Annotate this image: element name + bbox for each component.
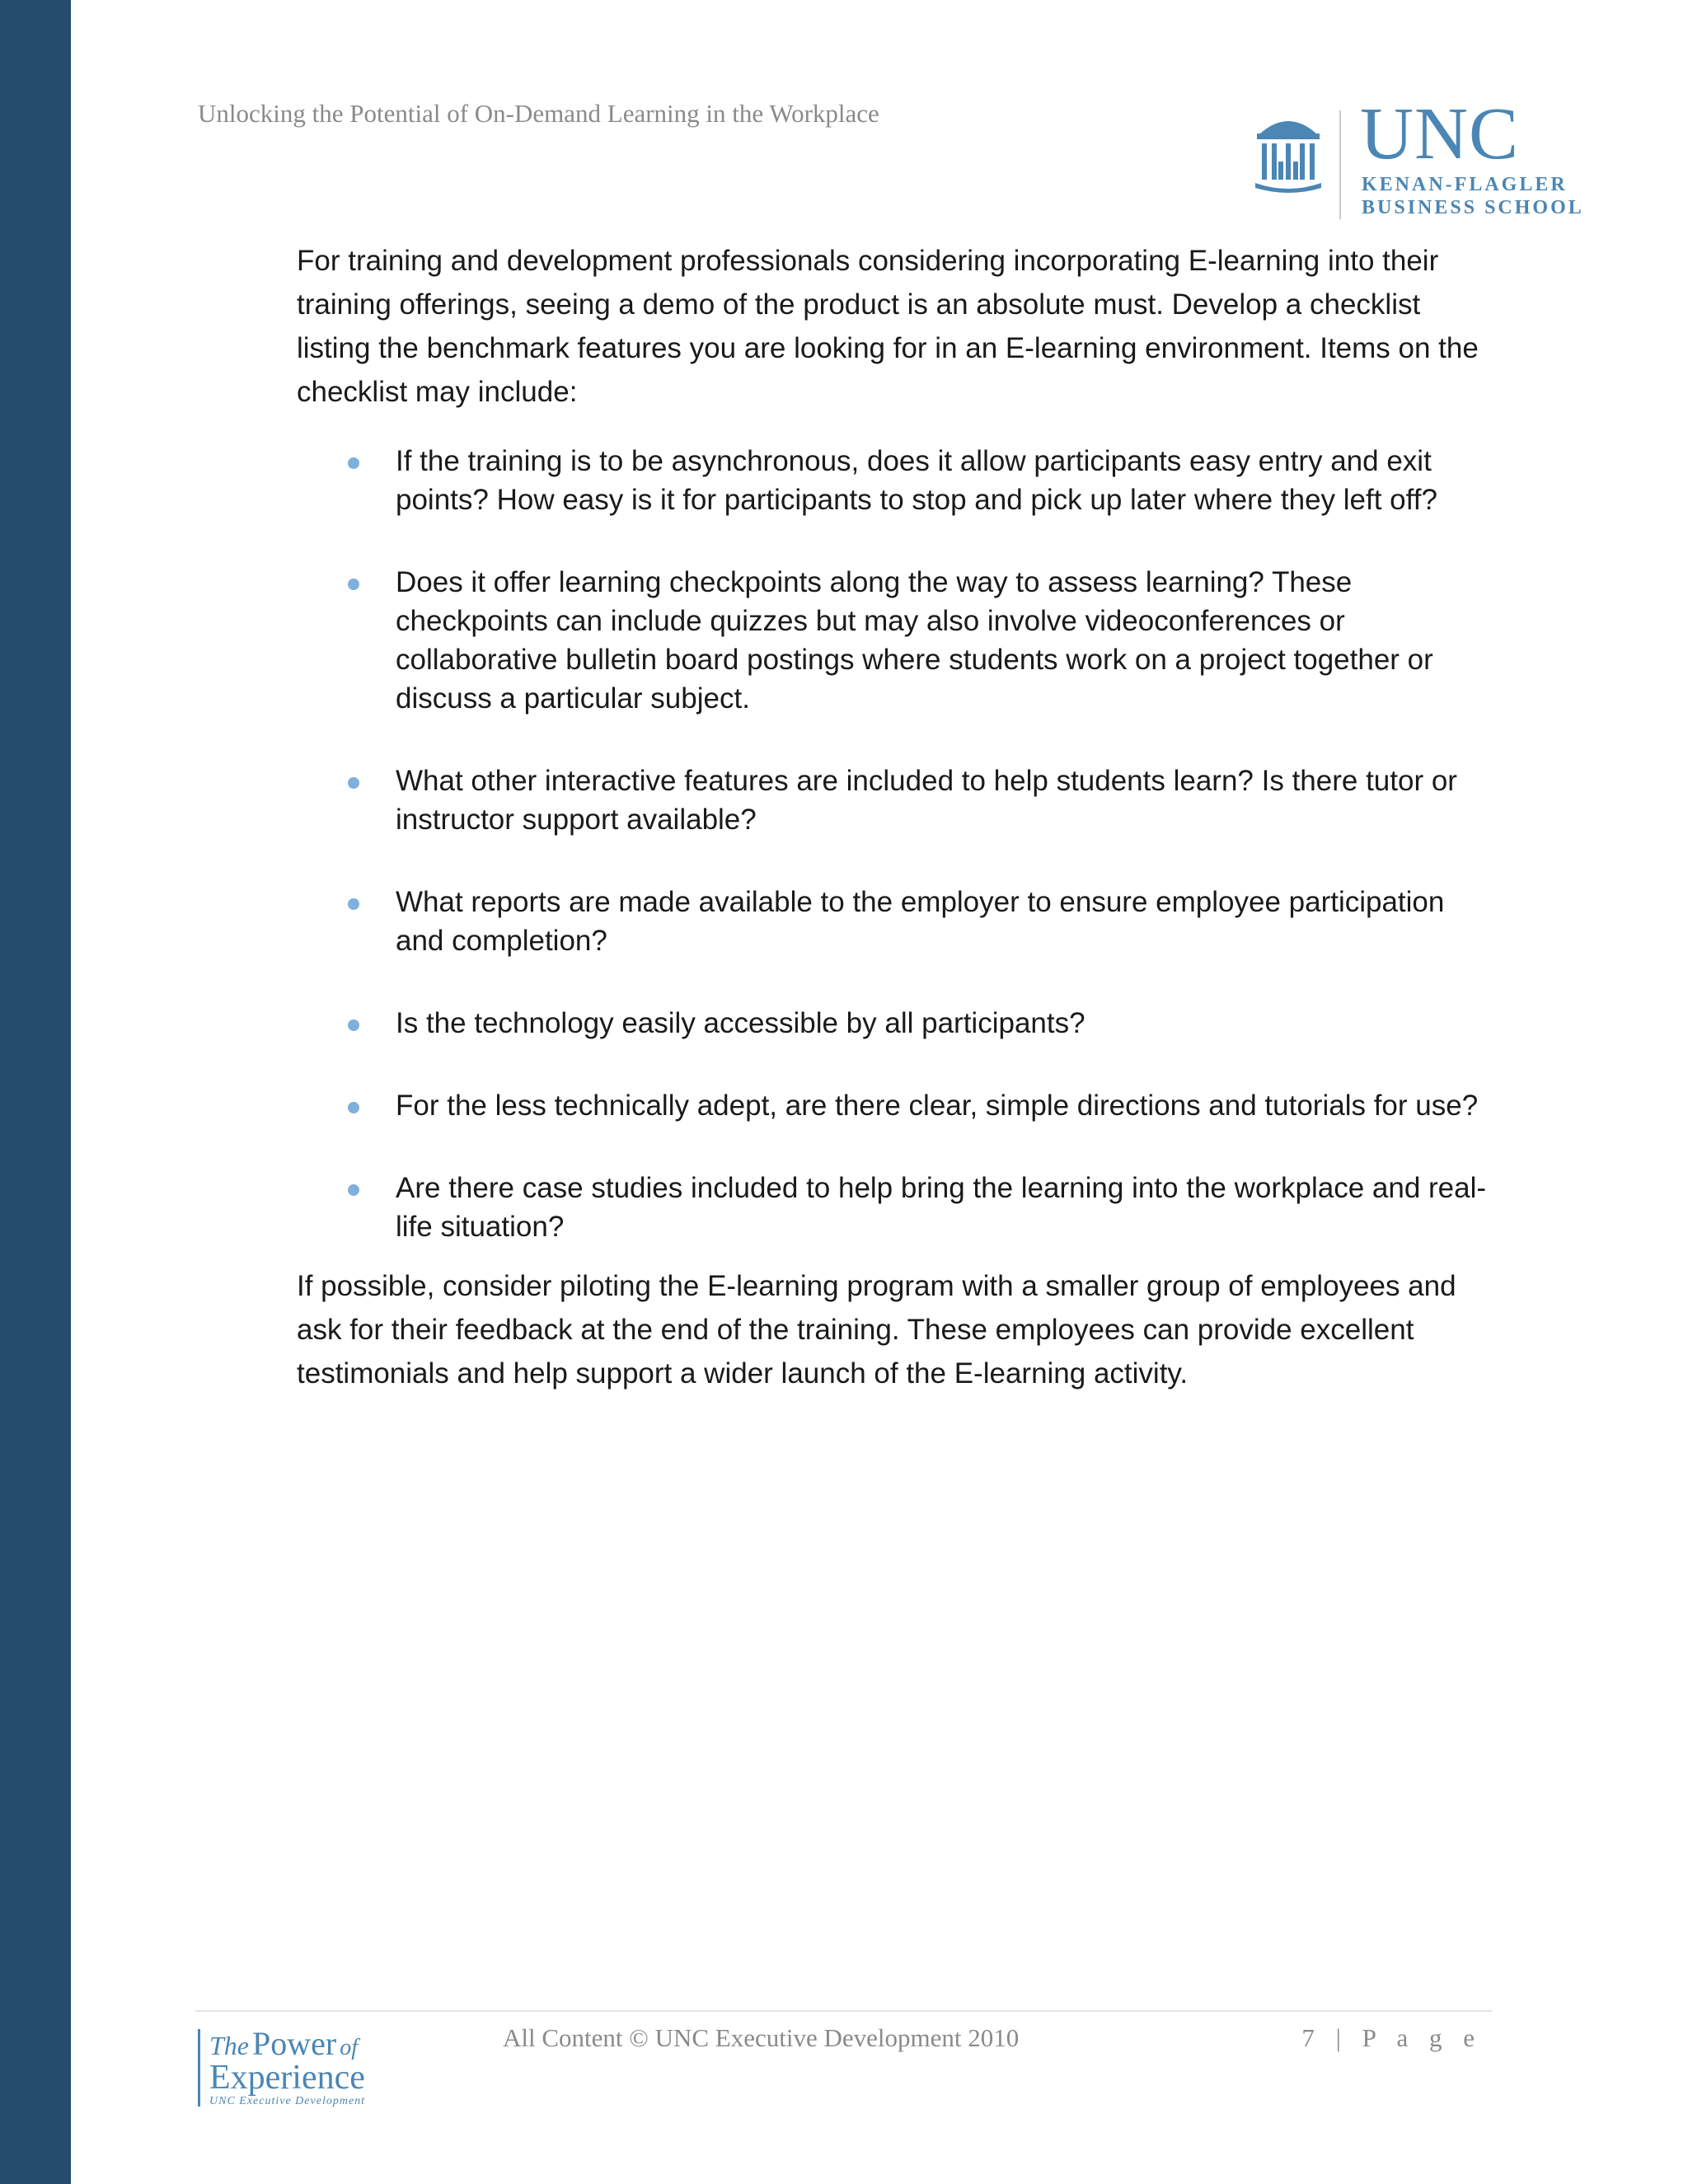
bullet-icon — [348, 777, 359, 789]
running-header-title: Unlocking the Potential of On-Demand Learning in the Workplace — [198, 99, 879, 128]
feature-checklist — [297, 442, 1492, 1246]
closing-paragraph: If possible, consider piloting the E-learning program with a smaller group of employees and ask for their feedback at the end of the training. These employees can provide excellent testimonials and help support a wider launch of the E-learning activity. — [297, 1270, 1456, 1390]
page-number: 7 | P a g e — [1301, 2023, 1482, 2052]
list-item-text: What other interactive features are included to help students learn? Is there tutor or instructor support available? — [396, 765, 1457, 836]
page-content — [297, 239, 1492, 1395]
logo-school-line1: KENAN-FLAGLER — [1362, 174, 1568, 195]
list-item-text: If the training is to be asynchronous, does it allow participants easy entry and exit points? How easy is it for participants to stop and pick up later where they left off? — [396, 445, 1437, 516]
intro-paragraph: For training and development professionals considering incorporating E-learning into their training offerings, seeing a demo of the product is an absolute must. Develop a checklist listing the benchmark features you are looking for in an E-learning environment. Items on the checklist may include: — [297, 245, 1479, 408]
footer-logo-of: of — [340, 2035, 358, 2060]
logo-unc-wordmark: UNC — [1360, 93, 1520, 175]
unc-kenan-flagler-logo — [1249, 93, 1620, 224]
list-item — [297, 762, 1492, 839]
list-item — [297, 1086, 1492, 1125]
logo-divider — [1339, 110, 1341, 219]
footer-logo-bar — [198, 2029, 200, 2107]
bullet-icon — [348, 898, 359, 910]
old-well-icon — [1254, 112, 1323, 194]
page-side-bar — [0, 0, 71, 2184]
list-item-text: Does it offer learning checkpoints along the way to assess learning? These checkpoints can include quizzes but may also involve videoconferences or collaborative bulletin board postings where students work on a project together or discuss a particular subject. — [396, 566, 1433, 715]
footer-divider — [195, 2010, 1492, 2012]
list-item-text: Are there case studies included to help bring the learning into the workplace and real-life situation? — [396, 1172, 1487, 1243]
footer-logo-power: Power — [252, 2025, 337, 2062]
list-item — [297, 883, 1492, 960]
footer-logo-line1 — [209, 2027, 358, 2060]
bullet-icon — [348, 1184, 359, 1196]
list-item-text: What reports are made available to the employer to ensure employee participation and completion? — [396, 886, 1445, 957]
power-of-experience-logo — [198, 2027, 396, 2110]
list-item-text: For the less technically adept, are there clear, simple directions and tutorials for use? — [396, 1090, 1479, 1122]
list-item — [297, 442, 1492, 519]
list-item — [297, 1004, 1492, 1043]
list-item — [297, 563, 1492, 718]
footer-logo-subtitle: UNC Executive Development — [209, 2095, 366, 2107]
bullet-icon — [348, 579, 359, 590]
list-item — [297, 1169, 1492, 1246]
footer-logo-the: The — [209, 2031, 249, 2060]
bullet-icon — [348, 1019, 359, 1031]
footer-logo-experience: Experience — [209, 2059, 365, 2097]
bullet-icon — [348, 457, 359, 469]
list-item-text: Is the technology easily accessible by all participants? — [396, 1007, 1085, 1039]
logo-school-line2: BUSINESS SCHOOL — [1362, 197, 1584, 218]
footer-copyright: All Content © UNC Executive Development 2010 — [503, 2023, 1020, 2052]
bullet-icon — [348, 1102, 359, 1113]
